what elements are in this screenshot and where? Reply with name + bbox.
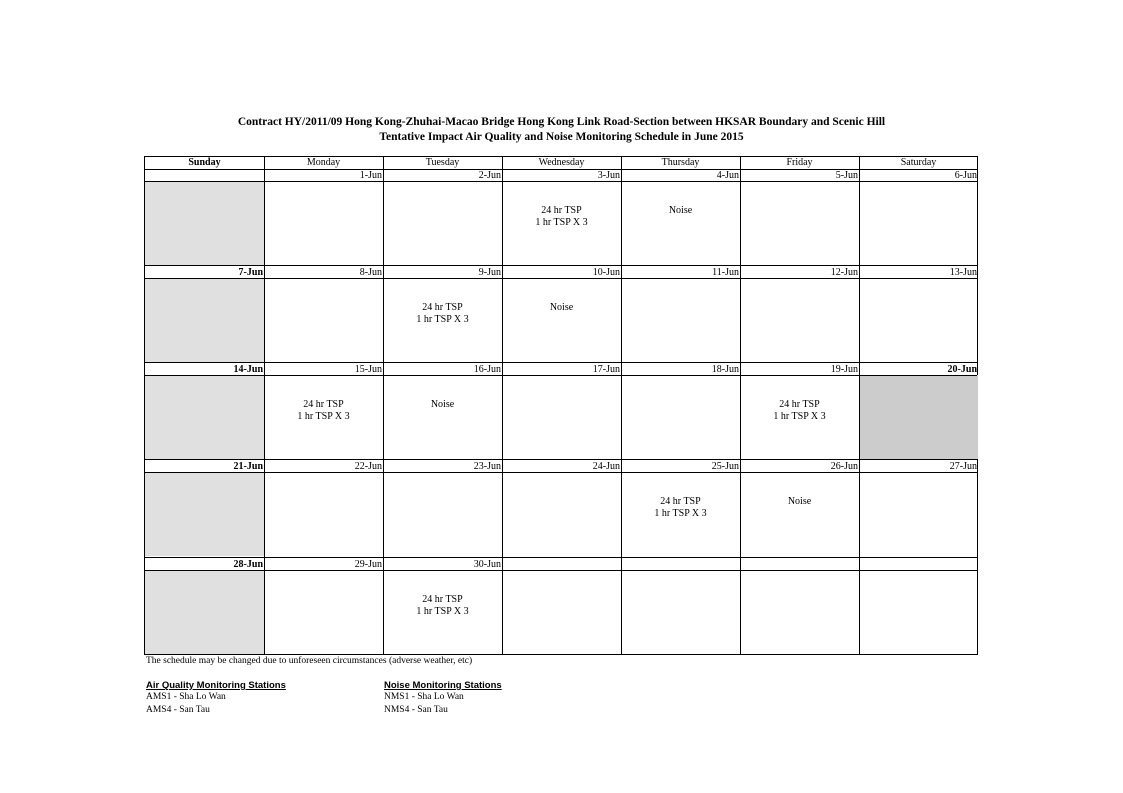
date-label: 13-Jun (949, 267, 977, 278)
date-label: 26-Jun (830, 461, 858, 472)
schedule-title-line2: Tentative Impact Air Quality and Noise Monitoring Schedule in June 2015 (379, 131, 744, 143)
noise-station-item: NMS4 - San Tau (384, 705, 448, 715)
date-label: 29-Jun (354, 559, 382, 570)
schedule-event (740, 496, 859, 508)
date-label: 1-Jun (359, 170, 382, 181)
schedule-title-line1: Contract HY/2011/09 Hong Kong-Zhuhai-Macao Bridge Hong Kong Link Road-Section between HKSAR Boundary and Scenic Hill (237, 116, 886, 128)
grid-line (145, 459, 977, 460)
date-label: 3-Jun (597, 170, 620, 181)
date-label: 9-Jun (478, 267, 501, 278)
schedule-event-line: 1 hr TSP X 3 (773, 411, 826, 422)
date-label: 25-Jun (711, 461, 739, 472)
date-label: 18-Jun (711, 364, 739, 375)
date-label: 21-Jun (233, 461, 263, 472)
date-label: 15-Jun (354, 364, 382, 375)
day-header-monday: Monday (306, 157, 341, 168)
noise-station-item: NMS1 - Sha Lo Wan (384, 692, 464, 702)
day-header-wednesday: Wednesday (538, 157, 585, 168)
schedule-note: The schedule may be changed due to unforeseen circumstances (adverse weather, etc) (146, 656, 473, 666)
schedule-event (621, 205, 740, 217)
grid-line (859, 157, 860, 654)
date-label: 14-Jun (233, 364, 263, 375)
schedule-event-line: 24 hr TSP (779, 399, 820, 410)
date-label: 28-Jun (233, 559, 263, 570)
date-label: 7-Jun (238, 267, 263, 278)
schedule-event-line: 24 hr TSP (303, 399, 344, 410)
date-label: 27-Jun (949, 461, 977, 472)
date-label: 23-Jun (473, 461, 501, 472)
calendar-grid (144, 156, 978, 655)
schedule-event-line: 24 hr TSP (541, 205, 582, 216)
holiday-cell-shade (859, 375, 978, 459)
date-label: 17-Jun (592, 364, 620, 375)
schedule-event-line: Noise (430, 399, 455, 410)
date-label: 11-Jun (712, 267, 739, 278)
schedule-event (383, 594, 502, 618)
sunday-cell-shade (145, 375, 264, 459)
grid-line (621, 157, 622, 654)
date-label: 4-Jun (716, 170, 739, 181)
air-station-item: AMS1 - Sha Lo Wan (146, 692, 226, 702)
schedule-event-line: 24 hr TSP (422, 302, 463, 313)
date-label: 8-Jun (359, 267, 382, 278)
day-header-thursday: Thursday (661, 157, 700, 168)
schedule-event (383, 399, 502, 411)
grid-line (145, 362, 977, 363)
date-label: 22-Jun (354, 461, 382, 472)
schedule-event (264, 399, 383, 423)
schedule-event-line: 1 hr TSP X 3 (297, 411, 350, 422)
air-stations-heading: Air Quality Monitoring Stations (146, 680, 286, 691)
sunday-cell-shade (145, 181, 264, 265)
schedule-event-line: Noise (787, 496, 812, 507)
grid-line (145, 557, 977, 558)
schedule-event-line: 24 hr TSP (422, 594, 463, 605)
schedule-event-line: 1 hr TSP X 3 (654, 508, 707, 519)
date-label: 10-Jun (592, 267, 620, 278)
schedule-event-line: 1 hr TSP X 3 (416, 314, 469, 325)
schedule-event-line: 1 hr TSP X 3 (416, 606, 469, 617)
sunday-cell-shade (145, 570, 264, 654)
schedule-event (621, 496, 740, 520)
schedule-event (502, 302, 621, 314)
date-label: 19-Jun (830, 364, 858, 375)
date-label: 16-Jun (473, 364, 501, 375)
noise-stations-heading: Noise Monitoring Stations (384, 680, 502, 691)
schedule-event (502, 205, 621, 229)
day-header-tuesday: Tuesday (425, 157, 460, 168)
schedule-event-line: Noise (668, 205, 693, 216)
date-label: 30-Jun (473, 559, 501, 570)
sunday-cell-shade (145, 278, 264, 362)
air-station-item: AMS4 - San Tau (146, 705, 210, 715)
date-label: 12-Jun (830, 267, 858, 278)
day-header-friday: Friday (786, 157, 813, 168)
date-label: 5-Jun (835, 170, 858, 181)
date-label: 6-Jun (954, 170, 977, 181)
date-label: 20-Jun (947, 364, 977, 375)
day-header-sunday: Sunday (188, 157, 221, 168)
date-label: 24-Jun (592, 461, 620, 472)
schedule-event (383, 302, 502, 326)
schedule-event-line: Noise (549, 302, 574, 313)
date-label: 2-Jun (478, 170, 501, 181)
grid-line (502, 157, 503, 654)
sunday-cell-shade (145, 472, 264, 556)
schedule-event (740, 399, 859, 423)
day-header-saturday: Saturday (900, 157, 937, 168)
grid-line (145, 265, 977, 266)
schedule-event-line: 1 hr TSP X 3 (535, 217, 588, 228)
schedule-event-line: 24 hr TSP (660, 496, 701, 507)
